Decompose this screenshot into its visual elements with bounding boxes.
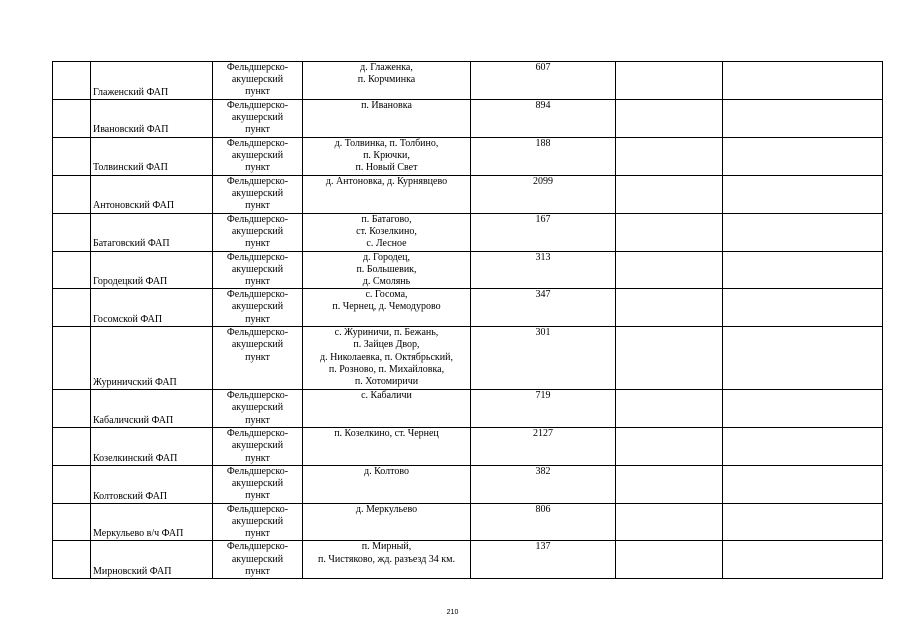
served-settlements: д. Антоновка, д. Курнявцево [303, 175, 471, 213]
cell-blank [723, 289, 883, 327]
facility-name: Батаговский ФАП [91, 213, 213, 251]
cell-blank [723, 62, 883, 100]
facility-type: Фельдшерско- акушерский пункт [213, 289, 303, 327]
cell-blank [723, 541, 883, 579]
cell-blank [723, 137, 883, 175]
facility-name: Госомской ФАП [91, 289, 213, 327]
facility-name: Глаженский ФАП [91, 62, 213, 100]
facility-type: Фельдшерско- акушерский пункт [213, 390, 303, 428]
cell-blank [723, 100, 883, 138]
served-settlements: д. Толвинка, п. Толбино, п. Крючки, п. Новый Свет [303, 137, 471, 175]
cell-blank [53, 390, 91, 428]
cell-blank [53, 62, 91, 100]
population: 719 [471, 390, 616, 428]
facility-type: Фельдшерско- акушерский пункт [213, 503, 303, 541]
cell-blank [53, 503, 91, 541]
served-settlements: п. Батагово, ст. Козелкино, с. Лесное [303, 213, 471, 251]
served-settlements: п. Ивановка [303, 100, 471, 138]
facility-type: Фельдшерско- акушерский пункт [213, 62, 303, 100]
served-settlements: с. Кабаличи [303, 390, 471, 428]
facility-type: Фельдшерско- акушерский пункт [213, 175, 303, 213]
cell-blank [616, 251, 723, 289]
population: 347 [471, 289, 616, 327]
cell-blank [616, 213, 723, 251]
table-row [53, 289, 883, 327]
cell-blank [616, 503, 723, 541]
facility-name: Антоновский ФАП [91, 175, 213, 213]
table-row [53, 137, 883, 175]
population: 301 [471, 327, 616, 390]
table-row [53, 175, 883, 213]
table-row [53, 503, 883, 541]
population: 806 [471, 503, 616, 541]
cell-blank [53, 251, 91, 289]
cell-blank [723, 251, 883, 289]
served-settlements: с. Госома, п. Чернец, д. Чемодурово [303, 289, 471, 327]
table-row [53, 465, 883, 503]
served-settlements: с. Журиничи, п. Бежань, п. Зайцев Двор, д. Николаевка, п. Октябрьский, п. Розново, п. Михайловка, п. Хотомиричи [303, 327, 471, 390]
population: 188 [471, 137, 616, 175]
population: 137 [471, 541, 616, 579]
served-settlements: д. Колтово [303, 465, 471, 503]
served-settlements: д. Глаженка, п. Корчминка [303, 62, 471, 100]
cell-blank [53, 541, 91, 579]
population: 167 [471, 213, 616, 251]
cell-blank [616, 100, 723, 138]
cell-blank [616, 465, 723, 503]
cell-blank [616, 541, 723, 579]
facility-type: Фельдшерско- акушерский пункт [213, 465, 303, 503]
table-row [53, 390, 883, 428]
population: 2127 [471, 428, 616, 466]
cell-blank [616, 137, 723, 175]
page-number: 210 [446, 609, 459, 616]
facility-type: Фельдшерско- акушерский пункт [213, 213, 303, 251]
cell-blank [616, 62, 723, 100]
cell-blank [616, 390, 723, 428]
facility-type: Фельдшерско- акушерский пункт [213, 100, 303, 138]
facility-name: Ивановский ФАП [91, 100, 213, 138]
cell-blank [723, 465, 883, 503]
facilities-table-body [53, 62, 883, 579]
served-settlements: д. Городец, п. Большевик, д. Смолянь [303, 251, 471, 289]
cell-blank [53, 100, 91, 138]
population: 382 [471, 465, 616, 503]
cell-blank [53, 327, 91, 390]
facility-type: Фельдшерско- акушерский пункт [213, 137, 303, 175]
cell-blank [616, 428, 723, 466]
facility-name: Меркульево в/ч ФАП [91, 503, 213, 541]
facility-name: Колтовский ФАП [91, 465, 213, 503]
cell-blank [723, 428, 883, 466]
population: 2099 [471, 175, 616, 213]
facility-name: Кабаличский ФАП [91, 390, 213, 428]
table-row [53, 251, 883, 289]
cell-blank [616, 327, 723, 390]
cell-blank [723, 390, 883, 428]
table-row [53, 327, 883, 390]
cell-blank [53, 428, 91, 466]
cell-blank [723, 327, 883, 390]
facility-type: Фельдшерско- акушерский пункт [213, 428, 303, 466]
cell-blank [53, 213, 91, 251]
served-settlements: п. Мирный, п. Чистяково, жд. разъезд 34 км. [303, 541, 471, 579]
population: 607 [471, 62, 616, 100]
table-row [53, 100, 883, 138]
facility-type: Фельдшерско- акушерский пункт [213, 251, 303, 289]
facility-type: Фельдшерско- акушерский пункт [213, 327, 303, 390]
cell-blank [53, 465, 91, 503]
facility-name: Журиничский ФАП [91, 327, 213, 390]
served-settlements: п. Козелкино, ст. Чернец [303, 428, 471, 466]
table-row [53, 213, 883, 251]
cell-blank [723, 175, 883, 213]
facilities-table [52, 61, 883, 579]
cell-blank [723, 213, 883, 251]
facility-type: Фельдшерско- акушерский пункт [213, 541, 303, 579]
cell-blank [616, 175, 723, 213]
population: 894 [471, 100, 616, 138]
table-row [53, 541, 883, 579]
facility-name: Городецкий ФАП [91, 251, 213, 289]
facility-name: Козелкинский ФАП [91, 428, 213, 466]
population: 313 [471, 251, 616, 289]
table-row [53, 428, 883, 466]
served-settlements: д. Меркульево [303, 503, 471, 541]
cell-blank [53, 289, 91, 327]
facility-name: Мирновский ФАП [91, 541, 213, 579]
facility-name: Толвинский ФАП [91, 137, 213, 175]
table-row [53, 62, 883, 100]
cell-blank [53, 175, 91, 213]
cell-blank [616, 289, 723, 327]
cell-blank [53, 137, 91, 175]
cell-blank [723, 503, 883, 541]
